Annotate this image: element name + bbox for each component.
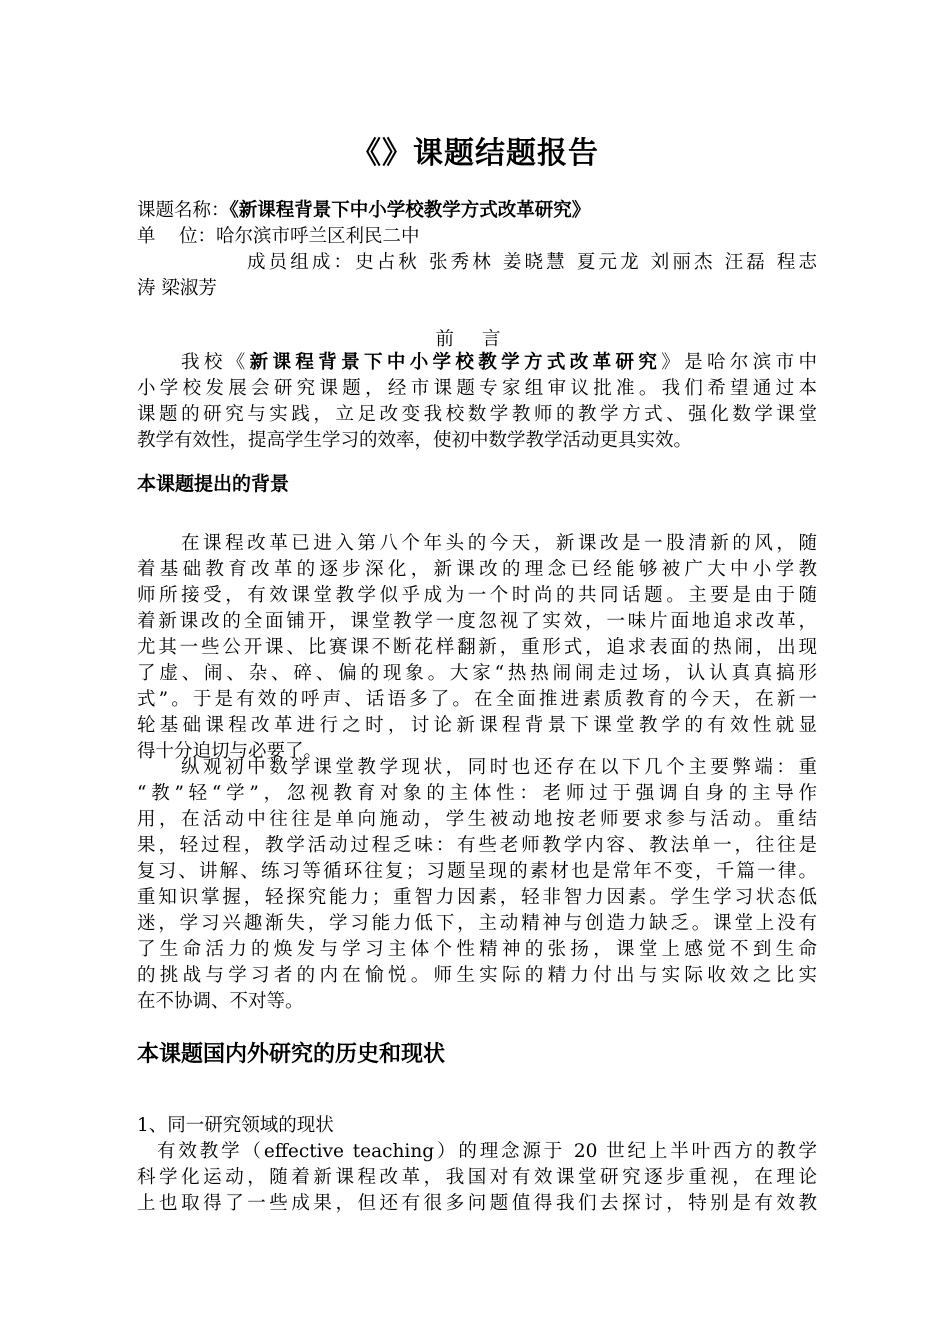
report-title: 《》课题结题报告 bbox=[351, 136, 599, 171]
background-paragraph-1 bbox=[137, 531, 817, 765]
paragraph-line: 尤其一些公开课、比赛课不断花样翻新，重形式，追求表面的热闹，出现 bbox=[137, 637, 817, 658]
research-status-block bbox=[137, 1113, 817, 1217]
background-paragraph-2 bbox=[137, 755, 817, 1015]
meta-block bbox=[137, 198, 817, 302]
section-heading-background: 本课题提出的背景 bbox=[137, 473, 290, 495]
preface-heading: 前言 bbox=[435, 329, 529, 350]
unit-line bbox=[137, 224, 817, 250]
preface-line: 小学校发展会研究课题，经市课题专家组审议批准。我们希望通过本 bbox=[137, 378, 817, 399]
paragraph-line: 着基础教育改革的逐步深化，新课改的理念已经能够被广大中小学教 bbox=[137, 559, 817, 580]
paragraph-line: 用，在活动中往往是单向施动，学生被动地按老师要求参与活动。重结 bbox=[137, 809, 817, 830]
paragraph-line: 在课程改革已进入第八个年头的今天，新课改是一股清新的风，随 bbox=[181, 533, 817, 554]
unit-label: 单 位： bbox=[137, 226, 217, 247]
paragraph-line: 在不协调、不对等。 bbox=[137, 991, 304, 1012]
paragraph-line: 了虚、闹、杂、碎、偏的现象。大家“热热闹闹走过场，认认真真搞形 bbox=[137, 663, 817, 684]
topic-label: 课题名称： bbox=[137, 200, 230, 221]
preface-block bbox=[137, 350, 817, 454]
preface-line bbox=[137, 350, 817, 376]
paragraph-line: 了生命活力的焕发与学习主体个性精神的张扬，课堂上感觉不到生命 bbox=[137, 939, 817, 960]
paragraph-line: 复习、讲解、练习等循环往复；习题呈现的素材也是常年不变，千篇一律。 bbox=[137, 861, 817, 882]
paragraph-line: 重知识掌握，轻探究能力；重智力因素，轻非智力因素。学生学习状态低 bbox=[137, 887, 817, 908]
members-line-1: 成员组成：史占秋 张秀林 姜晓慧 夏元龙 刘丽杰 汪磊 程志 bbox=[247, 252, 817, 273]
paragraph-line: “教”轻“学”，忽视教育对象的主体性：老师过于强调自身的主导作 bbox=[137, 783, 817, 804]
paragraph-line: 有效教学（effective teaching）的理念源于 20 世纪上半叶西方的教学 bbox=[157, 1141, 817, 1162]
members-line-2: 涛 梁淑芳 bbox=[137, 278, 217, 299]
paragraph-line: 果，轻过程，教学活动过程乏味：有些老师教学内容、教法单一，往往是 bbox=[137, 835, 817, 856]
section-heading-research-status: 本课题国内外研究的历史和现状 bbox=[137, 1041, 446, 1067]
paragraph-line: 迷，学习兴趣渐失，学习能力低下，主动精神与创造力缺乏。课堂上没有 bbox=[137, 913, 817, 934]
paragraph-line: 的挑战与学习者的内在愉悦。师生实际的精力付出与实际收效之比实 bbox=[137, 965, 817, 986]
preface-line: 教学有效性，提高学生学习的效率，使初中数学教学活动更具实效。 bbox=[137, 430, 693, 451]
paragraph-line: 科学化运动，随着新课程改革，我国对有效课堂研究逐步重视，在理论 bbox=[137, 1167, 817, 1188]
paragraph-line: 上也取得了一些成果，但还有很多问题值得我们去探讨，特别是有效教 bbox=[137, 1193, 817, 1214]
topic-value: 《新课程背景下中小学校教学方式改革研究》 bbox=[229, 200, 591, 221]
preface-text-bold: 新课程背景下中小学校教学方式改革研究 bbox=[249, 352, 662, 373]
unit-value: 哈尔滨市呼兰区利民二中 bbox=[216, 226, 420, 247]
topic-line bbox=[137, 198, 817, 224]
paragraph-line: 着新课改的全面铺开，课堂教学一度忽视了实效，一味片面地追求改革， bbox=[137, 611, 817, 632]
paragraph-line: 得十分迫切与必要了。 bbox=[137, 741, 323, 762]
preface-line: 课题的研究与实践，立足改变我校数学教师的教学方式、强化数学课堂 bbox=[137, 404, 817, 425]
paragraph-line: 师所接受，有效课堂教学似乎成为一个时尚的共同话题。主要是由于随 bbox=[137, 585, 817, 606]
paragraph-line: 式”。于是有效的呼声、话语多了。在全面推进素质教育的今天，在新一 bbox=[137, 689, 817, 710]
preface-text-post: 》是哈尔滨市中 bbox=[661, 352, 817, 373]
sub-heading: 1、同一研究领域的现状 bbox=[137, 1115, 334, 1136]
preface-text-pre: 我校《 bbox=[181, 352, 250, 373]
paragraph-line: 纵观初中数学课堂教学现状，同时也还存在以下几个主要弊端：重 bbox=[181, 757, 817, 778]
paragraph-line: 轮基础课程改革进行之时，讨论新课程背景下课堂教学的有效性就显 bbox=[137, 715, 817, 736]
